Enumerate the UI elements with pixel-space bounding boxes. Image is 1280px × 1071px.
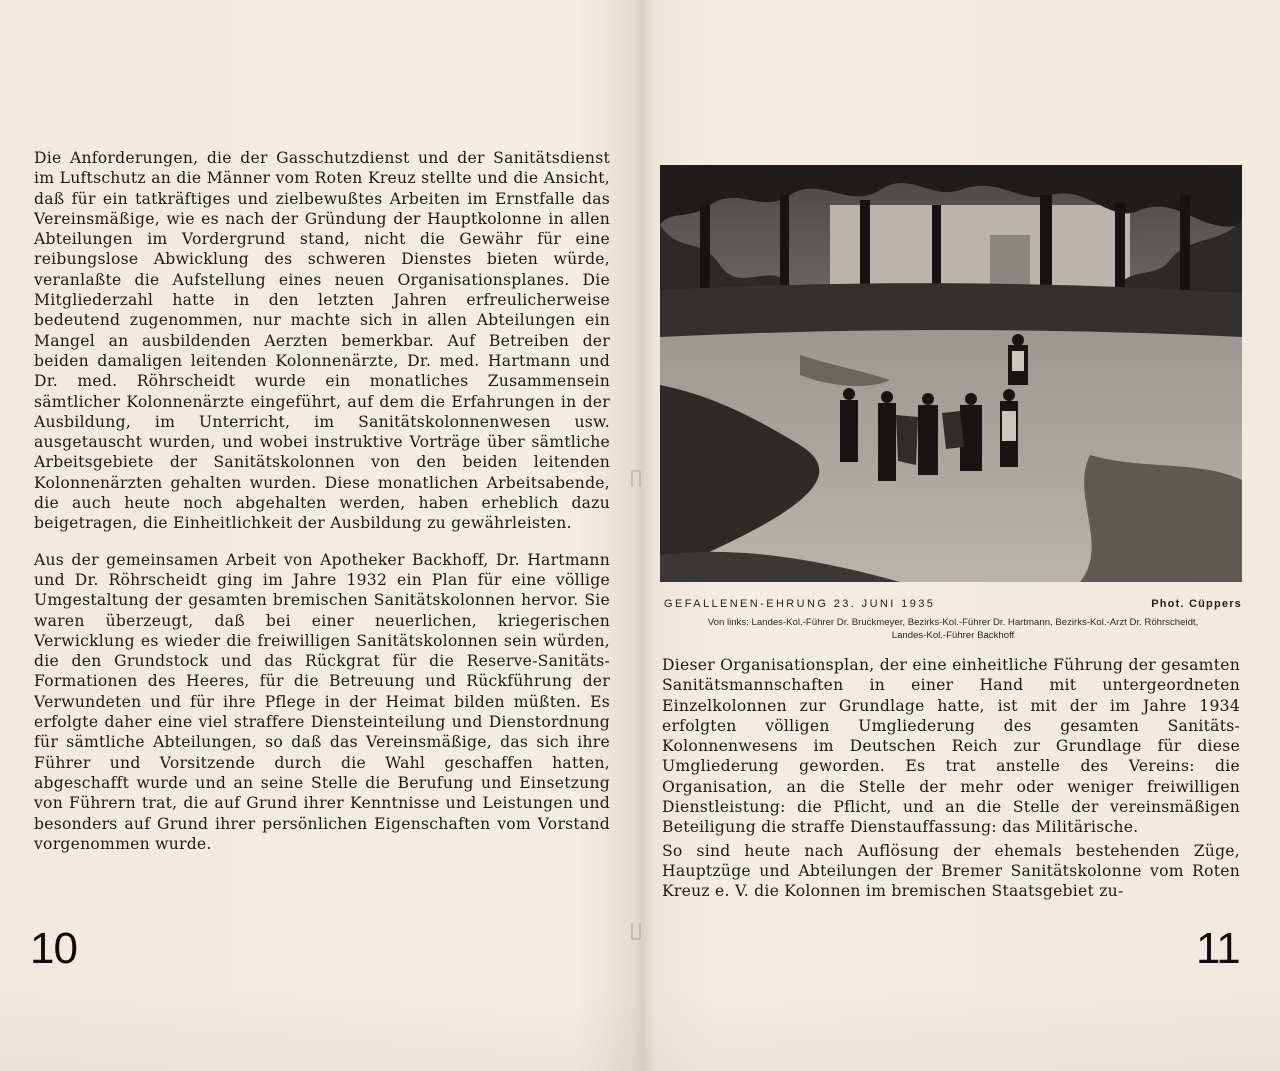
left-paragraph-2: Aus der gemeinsamen Arbeit von Apotheker Backhoff, Dr. Hartmann und Dr. Röhrscheidt ging im Jahre 1932 ein Plan für eine völlige Umgestaltung der gesamten bremischen Sanitätskolonnen hervor. Sie waren überzeugt, daß bei einer neuerlichen, kriegerischen Verwicklung es wieder die freiwilligen Sanitätskolonnen sein würden, die den Grundstock und das Rückgrat für die Reserve-Sanitäts-Formationen des Heeres, für die Betreuung und Rückführung der Verwundeten und für ihre Pflege in der Heimat bilden müßten. Es erfolgte daher eine viel straffere Diensteinteilung und Dienstordnung für sämtliche Abteilungen, so daß das Vereinsmäßige, das sich ihre Führer und Vorsitzende durch die Wahl geschaffen hatten, abgeschafft wurde und an seine Stelle die Berufung und Einsetzung von Führern trat, die auf Grund ihrer Kenntnisse und Leistungen und besonders auf Grund ihrer persönlichen Eigenschaften vom Vorstand vorgenommen wurde. [34, 550, 610, 853]
photo-caption-line-1: Von links: Landes-Kol.-Führer Dr. Bruckmeyer, Bezirks-Kol.-Führer Dr. Hartmann, Bezirks-Kol.-Arzt Dr. Röhrscheidt, [707, 617, 1199, 628]
photo-caption-names [662, 616, 1244, 642]
left-text-column [34, 148, 610, 854]
right-paragraph-1: Dieser Organisationsplan, der eine einheitliche Führung der gesamten Sanitätsmannschaften in einer Hand mit untergeordneten Einzelkolonnen zur Grundlage hatte, ist mit der im Jahre 1934 erfolgten völligen Umgliederung des gesamten Sanitäts-Kolonnenwesens im Deutschen Reich zur Grundlage für diese Umgliederung geworden. Es trat anstelle des Vereins: die Organisation, an die Stelle der mehr oder weniger freiwilligen Dienstleistung: die Pflicht, und an die Stelle der vereinsmäßigen Beteiligung die straffe Dienstauffassung: das Militärische. [662, 656, 1240, 837]
staple-icon [629, 470, 643, 488]
photo-caption-line-2: Landes-Kol.-Führer Backhoff [891, 630, 1015, 641]
page-bottom-shade [0, 991, 1280, 1071]
staple-icon [629, 922, 643, 940]
photo-caption-title: GEFALLENEN-EHRUNG 23. JUNI 1935 [664, 598, 936, 610]
page-number-right: 11 [1196, 924, 1240, 973]
photo-credit: Phot. Cüppers [1151, 598, 1242, 610]
right-paragraph-2: So sind heute nach Auflösung der ehemals bestehenden Züge, Hauptzüge und Abteilungen der Bremer Sanitätskolonne vom Roten Kreuz e. V. die Kolonnen im bremischen Staatsgebiet zu- [662, 841, 1240, 901]
memorial-photo [660, 165, 1242, 582]
page-number-left: 10 [30, 924, 77, 973]
right-text-column [662, 655, 1240, 902]
left-paragraph-1: Die Anforderungen, die der Gasschutzdienst und der Sanitätsdienst im Luftschutz an die Männer vom Roten Kreuz stellte und die Ansicht, daß für ein tatkräftiges und zielbewußtes Arbeiten im Ernstfalle das Vereinsmäßige, wie es nach der Gründung der Hauptkolonne in allen Abteilungen im Vordergrund stand, nicht die Gewähr für eine reibungslose Abwicklung des schweren Dienstes bieten würde, veranlaßte die Aufstellung eines neuen Organisationsplanes. Die Mitgliederzahl hatte in den letzten Jahren erfreulicherweise bedeutend zugenommen, nur machte sich in allen Abteilungen ein Mangel an ausbildenden Aerzten bemerkbar. Auf Betreiben der beiden damaligen leitenden Kolonnenärzte, Dr. med. Hartmann und Dr. med. Röhrscheidt wurde ein monatliches Zusammensein sämtlicher Kolonnenärzte eingeführt, auf dem die Erfahrungen in der Ausbildung, im Unterricht, im Sanitätskolonnenwesen usw. ausgetauscht wurden, und wobei instruktive Vorträge über sämtliche Arbeitsgebiete der Sanitätskolonnen von den beiden leitenden Kolonnenärzten gehalten wurden. Diese monatlichen Arbeitsabende, die auch heute noch abgehalten werden, haben erheblich dazu beigetragen, die Einheitlichkeit der Ausbildung zu gewährleisten. [34, 149, 610, 533]
